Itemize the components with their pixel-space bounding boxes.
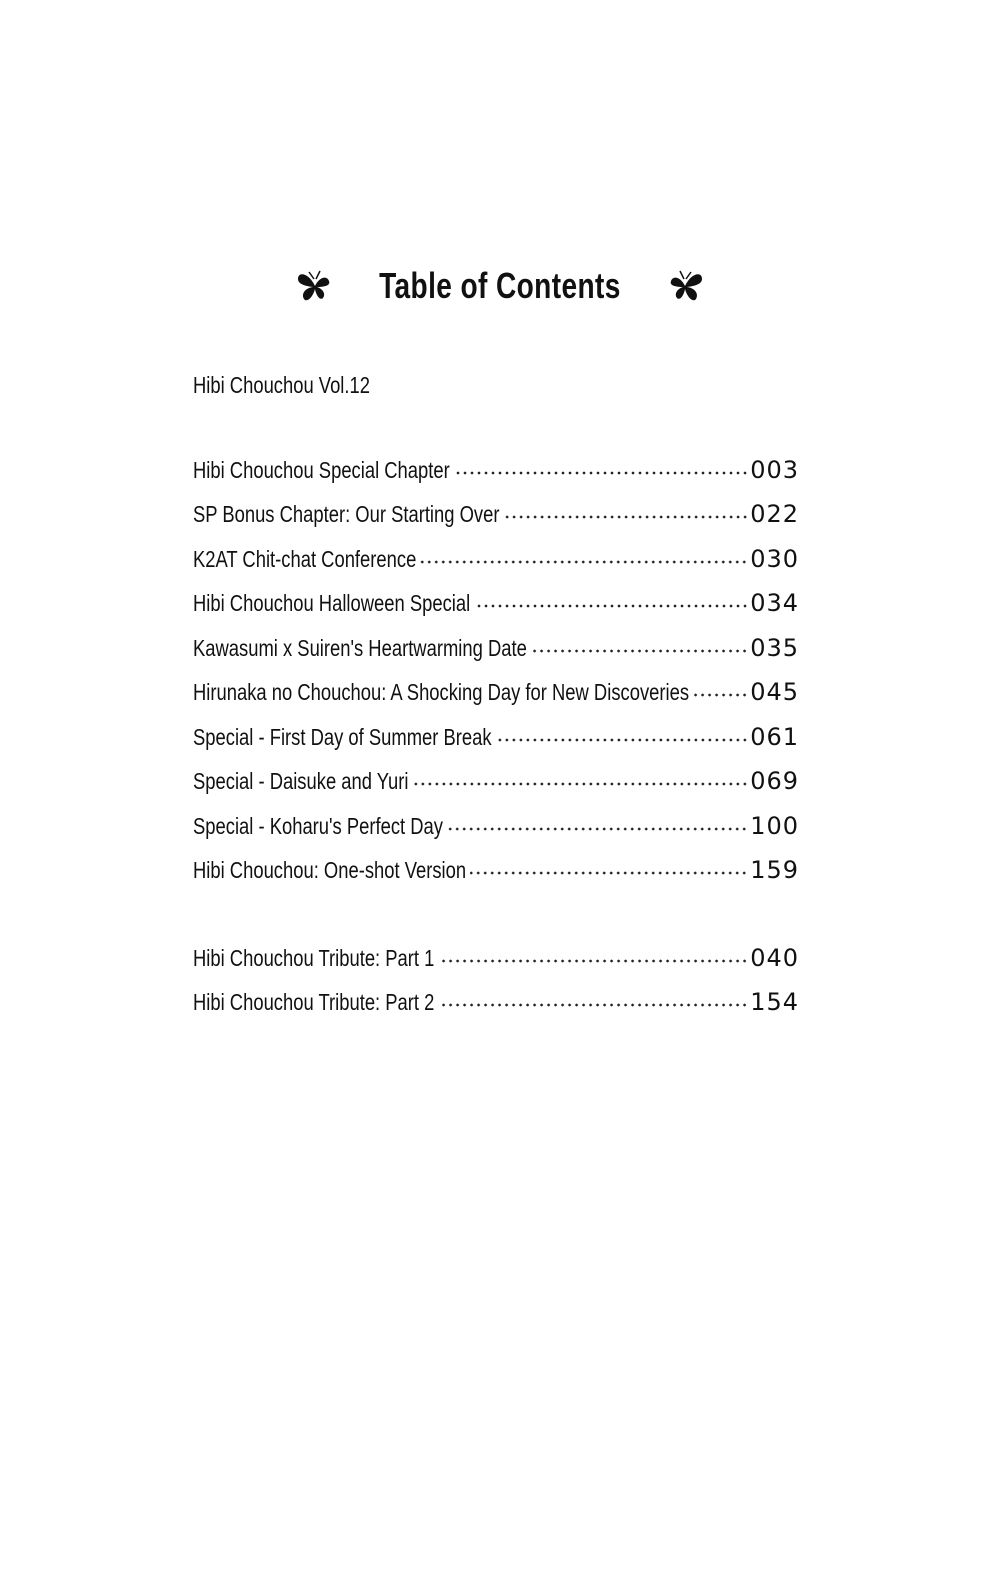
entry-page-number: 030 [750,544,799,573]
entry-page-number: 022 [750,500,799,528]
dot-leader [504,515,749,519]
butterfly-icon [665,269,705,303]
entry-page-number: 040 [750,943,799,972]
dot-leader [475,604,749,608]
entry-title: Hibi Chouchou: One-shot Version [193,857,467,883]
toc-entry [193,973,799,1018]
entry-page-number: 159 [750,856,799,884]
entry-page-number: 061 [750,722,799,751]
entry-title: Hibi Chouchou Special Chapter [193,456,450,483]
entry-title: Special - First Day of Summer Break [193,723,492,750]
butterfly-icon [295,269,335,303]
entry-page-number: 069 [750,767,799,795]
dot-leader [447,827,748,831]
entry-page-number: 035 [750,633,799,662]
entry-page-number: 100 [750,811,799,840]
toc-entry [193,752,799,797]
dot-leader [454,471,749,475]
toc-entry [193,841,799,886]
toc-entry [193,707,799,752]
toc-header [0,258,1000,314]
page-title: Table of Contents [379,265,621,306]
dot-leader [693,693,748,697]
toc-entry [193,618,799,663]
entry-page-number: 003 [750,455,799,484]
toc-entry [193,574,799,619]
dot-leader [496,738,748,742]
entry-title: K2AT Chit-chat Conference [193,545,417,572]
tribute-contents-list [193,928,799,1017]
toc-entry [193,529,799,574]
main-contents-list [193,440,799,885]
entry-title: Hibi Chouchou Halloween Special [193,590,471,616]
entry-title: Hibi Chouchou Tribute: Part 2 [193,989,435,1015]
toc-entry [193,928,799,973]
dot-leader [420,560,748,564]
dot-leader [531,649,748,653]
entry-page-number: 045 [750,678,799,706]
toc-entry [193,440,799,485]
entry-title: Hirunaka no Chouchou: A Shocking Day for New Discoveries [193,679,690,705]
volume-heading: Hibi Chouchou Vol.12 [193,372,370,398]
entry-title: SP Bonus Chapter: Our Starting Over [193,501,500,527]
toc-entry [193,796,799,841]
entry-title: Special - Koharu's Perfect Day [193,812,443,839]
dot-leader [438,959,748,963]
toc-entry [193,485,799,530]
entry-page-number: 034 [750,589,799,617]
dot-leader [438,1003,748,1007]
dot-leader [470,871,748,875]
entry-title: Kawasumi x Suiren's Heartwarming Date [193,634,527,661]
entry-title: Special - Daisuke and Yuri [193,768,409,794]
entry-title: Hibi Chouchou Tribute: Part 1 [193,944,435,971]
entry-page-number: 154 [750,988,799,1016]
toc-entry [193,663,799,708]
dot-leader [413,782,748,786]
